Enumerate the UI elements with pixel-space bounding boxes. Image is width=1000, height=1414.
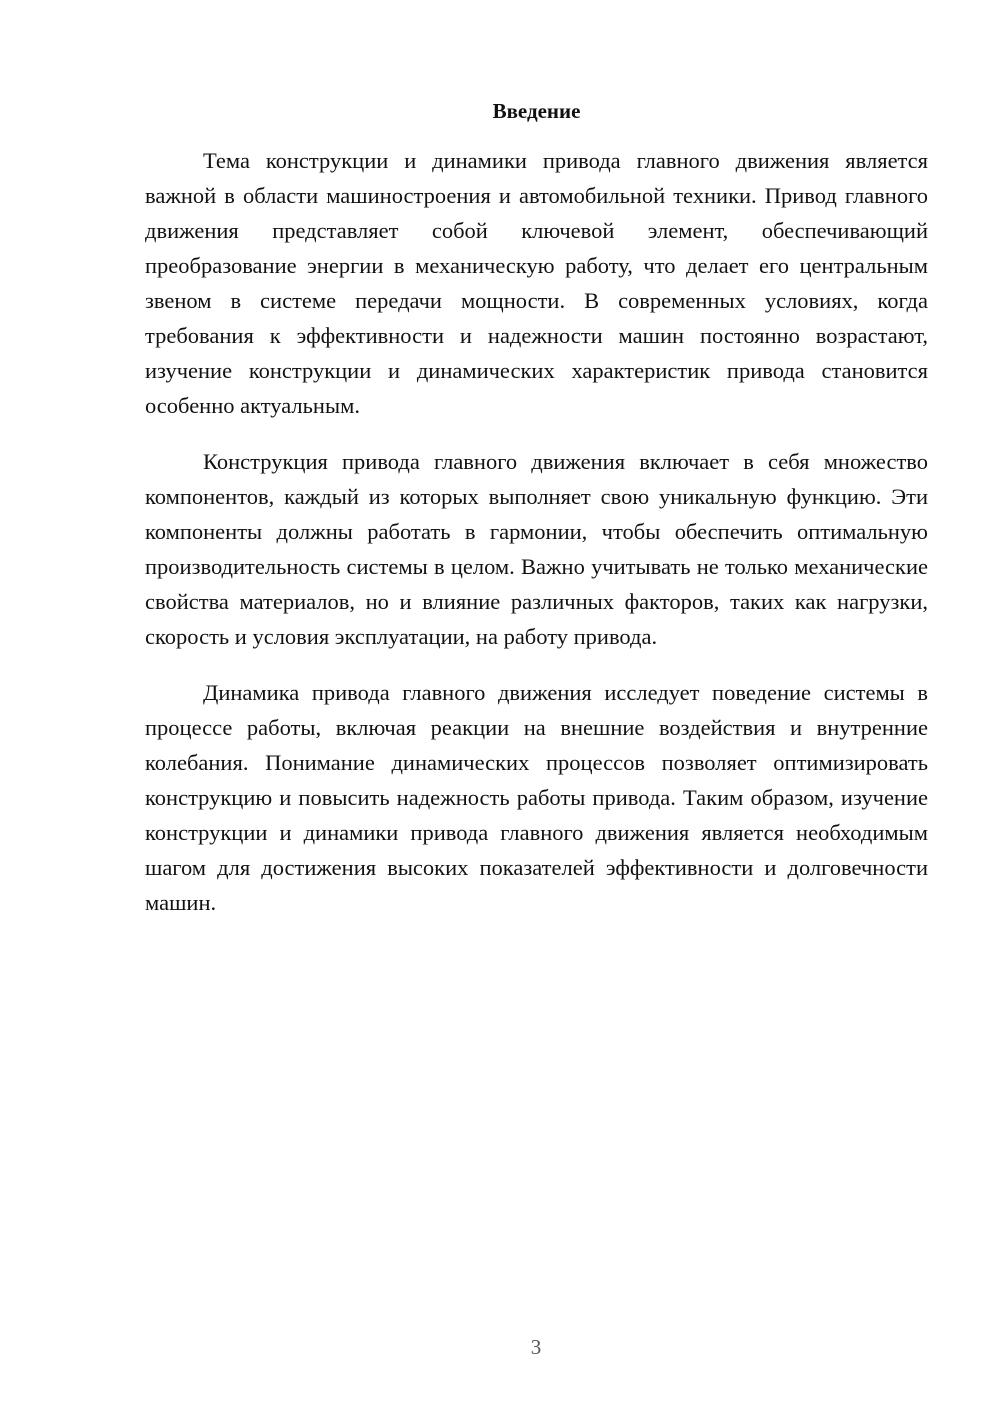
paragraph-2: Конструкция привода главного движения включает в себя множество компонентов, каждый из которых выполняет свою уникальную функцию. Эти компоненты должны работать в гармонии, чтобы обеспечить оптимальную производительность системы в целом. Важно учитывать не только механические свойства материалов, но и влияние различных факторов, таких как нагрузки, скорость и условия эксплуатации, на работу привода.	[145, 449, 928, 649]
body-text	[145, 143, 928, 941]
section-title: Введение	[492, 99, 581, 123]
paragraph-1: Тема конструкции и динамики привода главного движения является важной в области машиностроения и автомобильной техники. Привод главного движения представляет собой ключевой элемент, обеспечивающий преобразование энергии в механическую работу, что делает его центральным звеном в системе передачи мощности. В современных условиях, когда требования к эффективности и надежности машин постоянно возрастают, изучение конструкции и динамических характеристик привода становится особенно актуальным.	[145, 148, 928, 418]
paragraph-3: Динамика привода главного движения исследует поведение системы в процессе работы, включая реакции на внешние воздействия и внутренние колебания. Понимание динамических процессов позволяет оптимизировать конструкцию и повысить надежность работы привода. Таким образом, изучение конструкции и динамики привода главного движения является необходимым шагом для достижения высоких показателей эффективности и долговечности машин.	[145, 680, 928, 915]
page-number: 3	[530, 1335, 542, 1359]
